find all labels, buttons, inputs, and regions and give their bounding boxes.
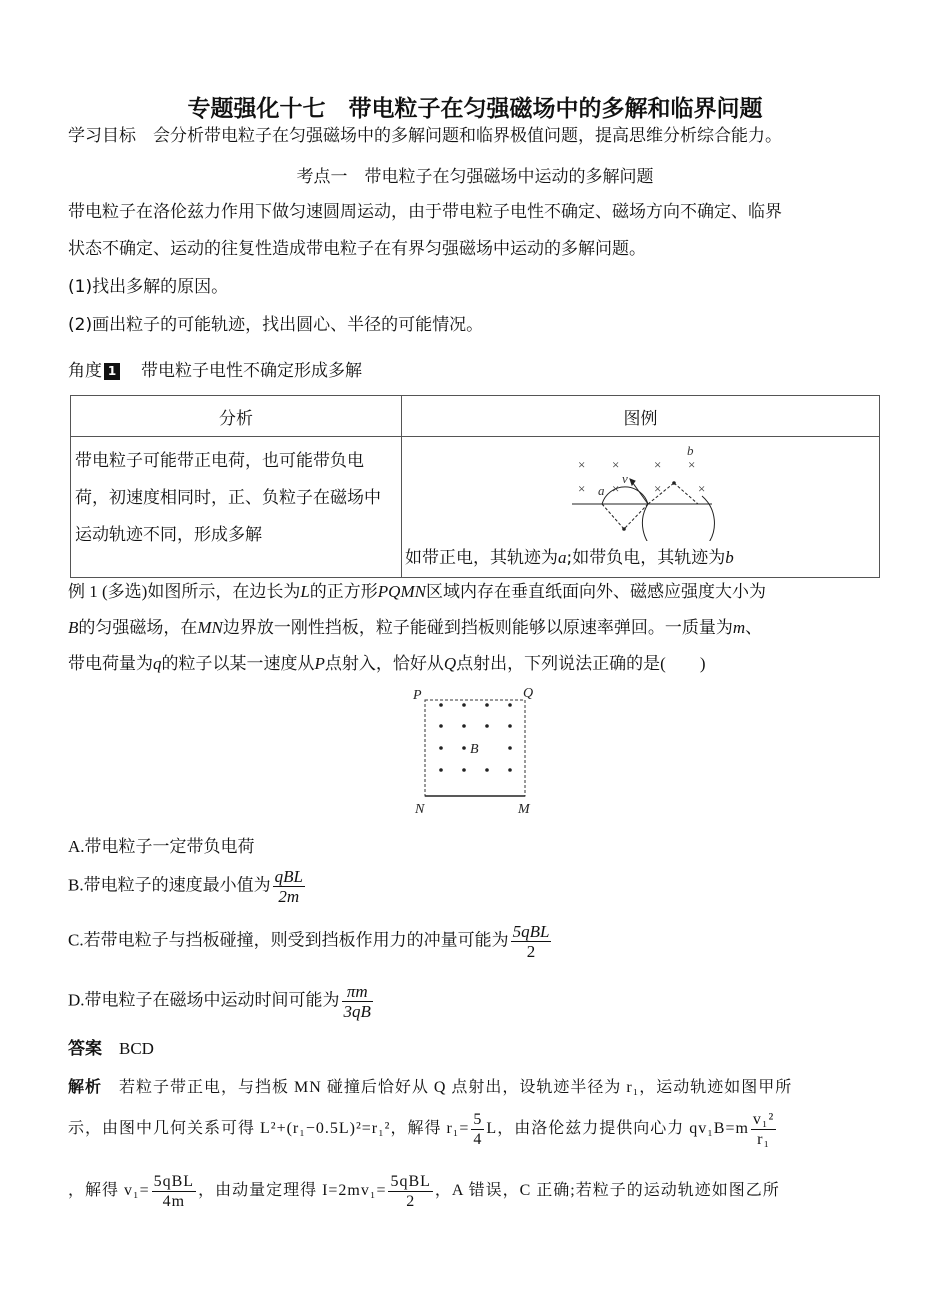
intro-line-1: 带电粒子在洛伦兹力作用下做匀速圆周运动，由于带电粒子电性不确定、磁场方向不确定、临界 xyxy=(68,202,782,222)
field-cross: × xyxy=(612,457,620,472)
field-label-b: B xyxy=(470,742,479,757)
answer-label: 答案 xyxy=(68,1039,102,1059)
analysis-line-3: ，解得 v₁= $\frac{\text{5qBL}}{4m}$ ，由动量定理得 I=2mv₁= $\frac{\text{5qBL}}{2}$ ，A 错误，C 正确;若粒子的运动轨迹如图乙所 xyxy=(68,1173,780,1210)
field-cross: × xyxy=(654,457,662,472)
analysis-line-1: 解析 若粒子带正电，与挡板 MN 碰撞后恰好从 Q 点射出，设轨迹半径为 r₁，运动轨迹如图甲所 xyxy=(68,1077,793,1096)
figure-caption: 如带正电，其轨迹为a;如带负电，其轨迹为b xyxy=(405,548,734,568)
field-cross: × xyxy=(688,457,696,472)
field-cross: × xyxy=(612,481,620,496)
option-d[interactable]: D.带电粒子在磁场中运动时间可能为 $\frac{\pi m}{3qB}$ xyxy=(68,982,371,1021)
analysis-table xyxy=(70,395,880,578)
corner-n: N xyxy=(415,802,425,817)
angle-heading xyxy=(68,359,362,383)
trajectory-diagram xyxy=(402,441,887,541)
field-cross: × xyxy=(654,481,662,496)
option-a[interactable]: A.带电粒子一定带负电荷 xyxy=(68,837,255,856)
table-header-analysis: 分析 xyxy=(71,396,402,437)
corner-q: Q xyxy=(523,686,534,701)
example-line-1: 例 1 (多选)如图所示，在边长为L的正方形PQMN区域内存在垂直纸面向外、磁感应强度大小为 xyxy=(68,582,766,601)
corner-m: M xyxy=(518,802,530,817)
field-cross: × xyxy=(578,457,586,472)
option-c[interactable]: C.若带电粒子与挡板碰撞，则受到挡板作用力的冲量可能为 $\frac{\text{5qBL}}{2}$ xyxy=(68,922,550,961)
step-2: (2)画出粒子的可能轨迹，找出圆心、半径的可能情况。 xyxy=(68,315,484,335)
section-heading: 考点一 带电粒子在匀强磁场中运动的多解问题 xyxy=(296,167,654,187)
label-b: b xyxy=(687,443,694,458)
goal-label: 学习目标 xyxy=(68,126,136,146)
answer-value: BCD xyxy=(119,1039,154,1058)
trajectory-a xyxy=(602,487,648,504)
analysis-line-2: 示，由图中几何关系可得 L²+(r₁−0.5L)²=r₁²，解得 r₁= $\frac{5}{4}$ L，由洛伦兹力提供向心力 qv₁B=m $\frac{\text{v₁²}}{\text{r₁}}$ xyxy=(68,1111,775,1148)
page-title: 专题强化十七 带电粒子在匀强磁场中的多解和临界问题 xyxy=(187,96,763,122)
learning-goal xyxy=(68,124,782,148)
table-figure-cell xyxy=(402,437,880,578)
trajectory-b xyxy=(642,496,714,541)
angle-prefix: 角度 xyxy=(68,361,102,381)
table-header-figure: 图例 xyxy=(402,396,880,437)
angle-number-badge: 1 xyxy=(104,363,120,380)
option-b[interactable]: B.带电粒子的速度最小值为 $\frac{\text{qBL}}{2m}$ xyxy=(68,867,303,906)
goal-text: 会分析带电粒子在匀强磁场中的多解问题和临界极值问题，提高思维分析综合能力。 xyxy=(153,126,782,146)
example-line-2: B的匀强磁场，在MN边界放一刚性挡板，粒子能碰到挡板则能够以原速率弹回。一质量为m、 xyxy=(68,618,763,637)
step-1: (1)找出多解的原因。 xyxy=(68,277,229,297)
field-cross: × xyxy=(578,481,586,496)
answer-line xyxy=(68,1037,154,1061)
label-v: v xyxy=(622,471,628,486)
table-analysis-text: 带电粒子可能带正电荷，也可能带负电荷，初速度相同时，正、负粒子在磁场中运动轨迹不同，形成多解 xyxy=(71,437,402,578)
example-line-3: 带电荷量为q的粒子以某一速度从P点射入，恰好从Q点射出，下列说法正确的是( ) xyxy=(68,654,706,673)
corner-p: P xyxy=(413,688,422,703)
label-a: a xyxy=(598,483,605,498)
angle-text: 带电粒子电性不确定形成多解 xyxy=(141,361,362,381)
field-cross: × xyxy=(698,481,706,496)
square-field-diagram xyxy=(405,683,545,823)
intro-line-2: 状态不确定、运动的往复性造成带电粒子在有界匀强磁场中运动的多解问题。 xyxy=(68,239,646,259)
